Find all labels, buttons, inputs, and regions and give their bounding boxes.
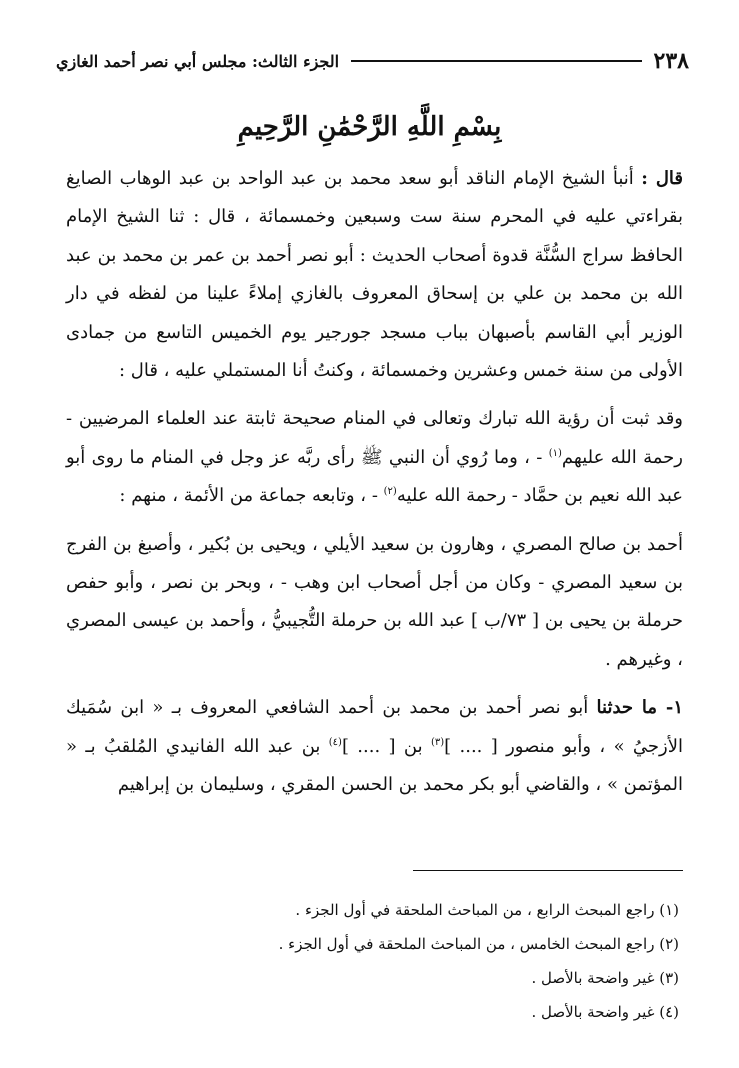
paragraph-text: أنبأ الشيخ الإمام الناقد أبو سعد محمد بن عبد الواحد بن عبد الوهاب الصايغ بقراءتي عليه في المحرم سنة ست وسبعين وخمسمائة ، قال : ثنا الشيخ الإمام الحافظ سراج السُّنَّة قدوة أصحاب الحديث : أبو نصر أحمد بن عمر بن محمد بن عبد الله بن محمد بن علي بن إسحاق المعروف بالغازي إملاءً علينا من لفظه في دار الوزير أبي القاسم بأصبهان بباب مسجد جورجير يوم الخميس التاسع من جمادى الأولى من سنة خمس وعشرين وخمسمائة ، وكنتُ أنا المستملي عليه ، قال : [66, 168, 683, 382]
paragraph-text: - ، وتابعه جماعة من الأئمة ، منهم : [119, 485, 384, 507]
paragraph-hadith-1 [66, 689, 683, 804]
hadith-number: ١- ما حدثنا [596, 697, 683, 719]
footnote-1: (١) راجع المبحث الرابع ، من المباحث الملحقة في أول الجزء . [295, 901, 679, 919]
basmala: بِسْمِ اللَّهِ الرَّحْمَٰنِ الرَّحِيمِ [237, 112, 502, 142]
paragraph-narrators [66, 526, 683, 680]
paragraph-isnad [66, 160, 683, 390]
paragraph-text: وقد ثبت أن رؤية الله تبارك وتعالى في المنام صحيحة ثابتة عند العلماء المرضيين - رحمة الله عليهم [66, 408, 683, 468]
footnote-3: (٣) غير واضحة بالأصل . [531, 969, 679, 987]
footnote-ref-3[interactable]: (٣) [430, 736, 445, 748]
footnote-ref-4[interactable]: (٤) [328, 736, 342, 748]
paragraph-text: أحمد بن صالح المصري ، وهارون بن سعيد الأيلي ، ويحيى بن بُكير ، وأصبغ بن الفرج بن سعيد المصري - وكان من أجل أصحاب ابن وهب - ، وبحر بن نصر ، وأبو حفص حرملة بن يحيى بن [ ٧٣/ب ] عبد الله بن حرملة التُّجيبيُّ ، وأحمد بن عيسى المصري ، وغيرهم . [66, 533, 683, 670]
paragraph-ruya [66, 400, 683, 515]
footnote-rule [413, 870, 683, 871]
footnotes [66, 893, 679, 1029]
main-text [66, 160, 683, 815]
footnote-ref-1[interactable]: (١) [548, 447, 562, 459]
running-head: الجزء الثالث: مجلس أبي نصر أحمد الغازي [56, 51, 340, 71]
footnote-4: (٤) غير واضحة بالأصل . [531, 1003, 679, 1021]
lead-word: قال : [641, 168, 683, 189]
paragraph-text: - ، وما رُوي أن النبي ﷺ رأى ربَّه عز وجل في المنام ما روى أبو عبد الله نعيم بن حمَّاد - رحمة الله عليه [66, 446, 683, 507]
footnote-2: (٢) راجع المبحث الخامس ، من المباحث الملحقة في أول الجزء . [278, 935, 679, 953]
page-number: ٢٣٨ [653, 48, 689, 74]
paragraph-text: بن [ .... ] [341, 735, 431, 757]
paragraph-text: أبو نصر أحمد بن محمد بن أحمد الشافعي المعروف بـ « ابن سُمَيك الأزجيُ » ، وأبو منصور [ .... ] [66, 697, 684, 757]
paragraph-text: بن عبد الله الفانيدي المُلقبُ بـ « المؤتمن » ، والقاضي أبو بكر محمد بن الحسن المقري ، وسليمان بن إبراهيم [66, 735, 683, 796]
footnote-ref-2[interactable]: (٢) [383, 486, 397, 498]
header-rule [351, 60, 641, 62]
page-header [56, 44, 689, 78]
